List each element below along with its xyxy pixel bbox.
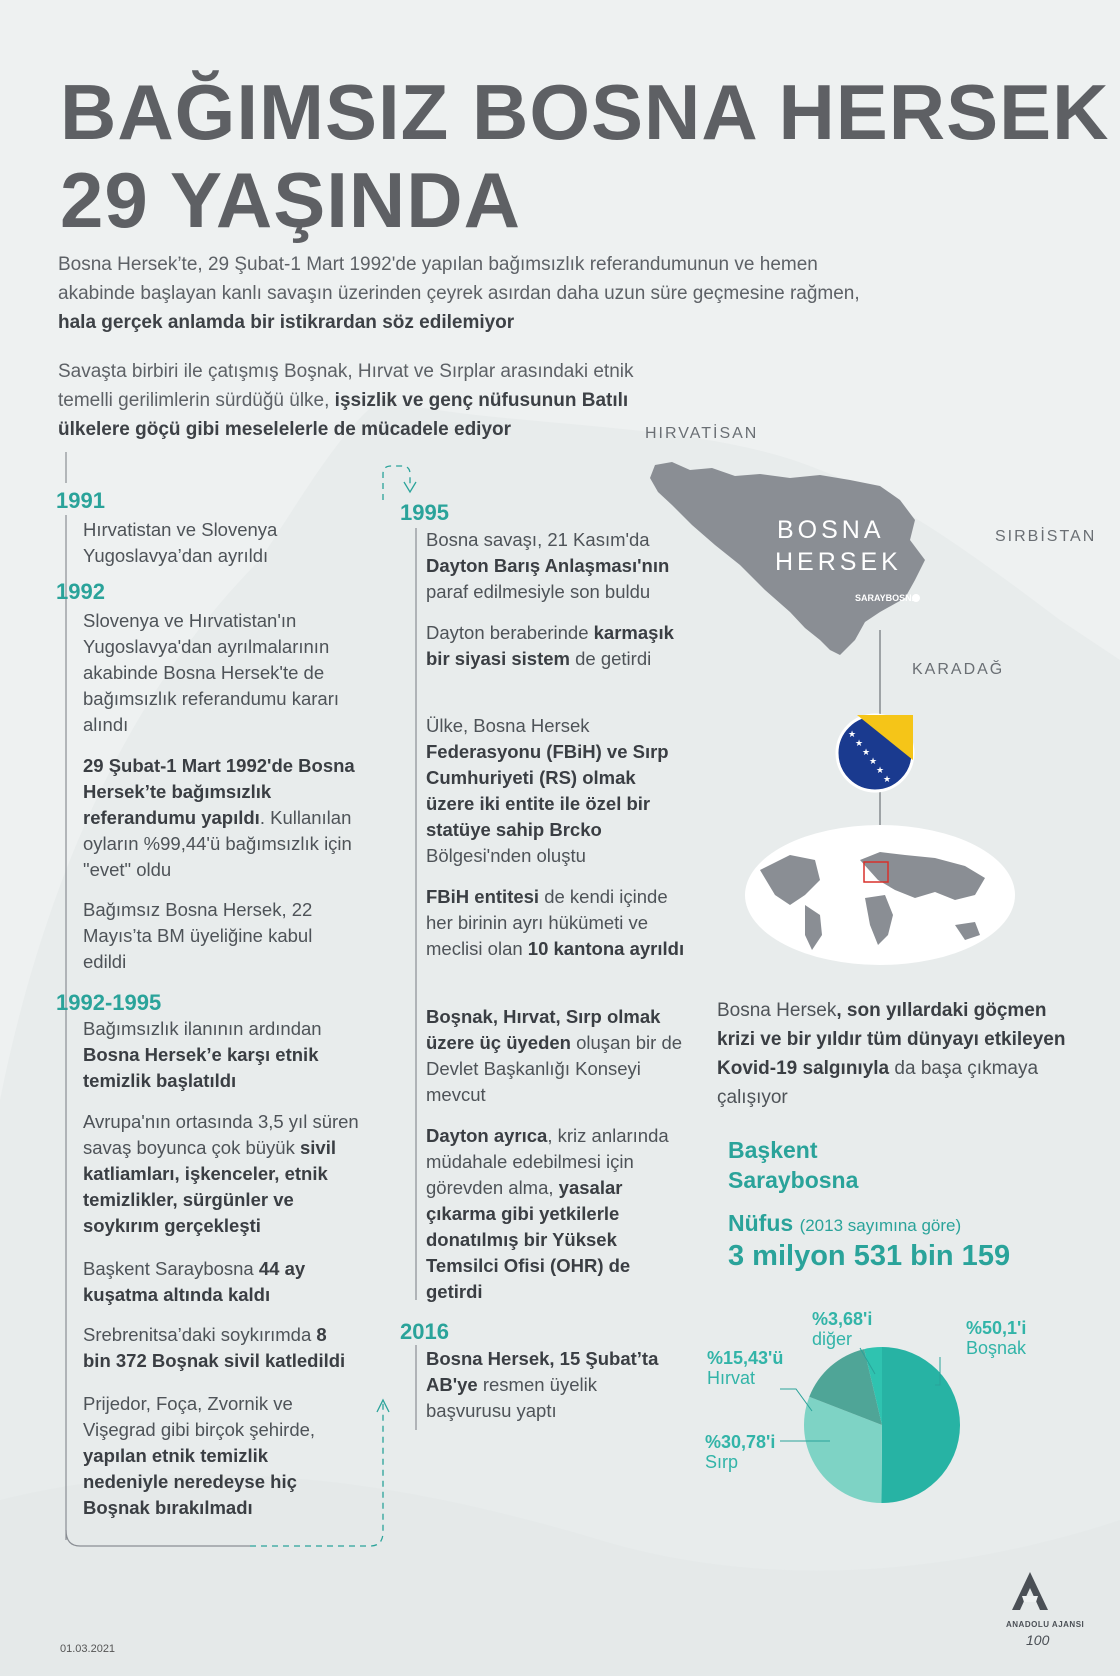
svg-text:★: ★: [862, 747, 871, 757]
title-line-2: 29 YAŞINDA: [60, 156, 521, 244]
title-line-1: BAĞIMSIZ BOSNA HERSEK: [60, 68, 1110, 156]
pie-label-bosnak: [966, 1318, 1026, 1358]
pie-label-sirp-name: Sırp: [705, 1452, 739, 1472]
entry-1992-95-e-normal: Prijedor, Foça, Zvornik ve Vişegrad gibi birçok şehirde,: [83, 1393, 316, 1440]
pie-label-diger-pct: %3,68'i: [812, 1309, 873, 1329]
entry-1992-95-d-normal: Srebrenitsa’daki soykırımda: [83, 1324, 317, 1345]
entry-1991: Hırvatistan ve Slovenya Yugoslavya’dan ayrıldı: [83, 519, 278, 566]
entry-1992-a: Slovenya ve Hırvatistan'ın Yugoslavya'dan ayrılmalarının akabinde Bosna Hersek'te de bağımsızlık referandumu kararı alındı: [83, 610, 340, 735]
capital-label: Başkent: [728, 1137, 818, 1163]
pie-label-diger: [812, 1309, 872, 1349]
entry-1995-d-bold1: FBiH entitesi: [426, 886, 540, 907]
pie-label-sirp-pct: %30,78'i: [705, 1432, 776, 1452]
population-label: Nüfus: [728, 1210, 794, 1236]
intro2-bold: işsizlik ve genç nüfusunun Batılı ülkelere göçü gibi meselelerle de mücadele ediyor: [58, 390, 629, 440]
entry-1992-95-b-normal: Avrupa'nın ortasında 3,5 yıl süren savaş boyunca çok büyük: [83, 1111, 359, 1158]
population-value: 3 milyon 531 bin 159: [728, 1240, 1011, 1272]
entry-1992-c: Bağımsız Bosna Hersek, 22 Mayıs’ta BM üyeliğine kabul edildi: [83, 899, 313, 972]
pie-label-bosnak-name: Boşnak: [966, 1338, 1027, 1358]
entry-1995-c-normal2: Bölgesi'nden oluştu: [426, 845, 586, 866]
pie-slice-boşnak: [881, 1347, 960, 1503]
pie-slices: [804, 1347, 960, 1503]
entry-1992-95-d-bold: 8 bin 372 Boşnak sivil katledildi: [83, 1324, 346, 1371]
svg-text:★: ★: [876, 765, 885, 775]
pie-label-hirvat-pct: %15,43'ü: [707, 1348, 784, 1368]
year-2016: 2016: [400, 1319, 449, 1344]
entry-1995-a-normal1: Bosna savaşı, 21 Kasım'da: [426, 529, 650, 550]
entry-1992-95-e-bold: yapılan etnik temizlik nedeniyle neredeyse hiç Boşnak bırakılmadı: [83, 1445, 297, 1518]
entry-1995-d-normal: de kendi içinde her birinin ayrı hükümeti ve meclisi olan: [426, 886, 668, 959]
year-1995: 1995: [400, 500, 449, 525]
label-bosna: BOSNA: [777, 516, 885, 544]
entry-1992-95-c-normal: Başkent Saraybosna: [83, 1258, 259, 1279]
entry-1992-b-bold: 29 Şubat-1 Mart 1992'de Bosna Hersek’te bağımsızlık referandumu yapıldı: [83, 755, 355, 828]
svg-text:★: ★: [883, 774, 892, 784]
entry-1995-f-bold2: yasalar çıkarma gibi yetkilerle donatılmış bir Yüksek Temsilci Ofisi (OHR) de getirdi: [426, 1177, 631, 1302]
entry-1995-d-bold2: 10 kantona ayrıldı: [527, 938, 685, 959]
intro1-text: Bosna Hersek’te, 29 Şubat-1 Mart 1992'de yapılan bağımsızlık referandumunun ve hemen akabinde başlayan kanlı savaşın üzerinden çeyrek asırdan daha uzun süre geçmesine rağmen,: [58, 254, 860, 304]
right-text-bold: , son yıllardaki göçmen krizi ve bir yıldır tüm dünyayı etkileyen Kovid-19 salgınıyla: [717, 1000, 1066, 1079]
year-1992-1995: 1992-1995: [56, 990, 162, 1015]
entry-1995-e-normal: oluşan bir de Devlet Başkanlığı Konseyi mevcut: [426, 1032, 683, 1105]
pie-label-sirp: [705, 1432, 775, 1472]
label-karadag: KARADAĞ: [912, 661, 1005, 678]
entry-1992-b-normal: . Kullanılan oyların %99,44'ü bağımsızlık için "evet" oldu: [83, 807, 352, 880]
pie-label-diger-name: diğer: [812, 1329, 853, 1349]
entry-1995-a-bold: Dayton Barış Anlaşması'nın: [426, 555, 670, 576]
entry-1995-b-normal2: de getirdi: [569, 648, 652, 669]
entry-1992-95-a-normal: Bağımsızlık ilanının ardından: [83, 1018, 322, 1039]
entry-1995-c-normal1: Ülke, Bosna Hersek: [426, 715, 590, 736]
entry-2016-bold: Bosna Hersek, 15 Şubat’ta AB'ye: [426, 1348, 659, 1395]
label-hersek: HERSEK: [775, 548, 902, 576]
year-1992: 1992: [56, 579, 105, 604]
anadolu-logo-icon: [1010, 1570, 1050, 1618]
entry-1992-95-c-bold: 44 ay kuşatma altında kaldı: [83, 1258, 306, 1305]
intro2-text: Savaşta birbiri ile çatışmış Boşnak, Hırvat ve Sırplar arasındaki etnik temelli gerilimlerin sürdüğü ülke,: [58, 361, 634, 411]
right-text-normal2: da başa çıkmaya çalışıyor: [717, 1058, 1039, 1108]
pie-label-bosnak-pct: %50,1'i: [966, 1318, 1027, 1338]
svg-text:★: ★: [848, 729, 857, 739]
entry-1995-c-bold: Federasyonu (FBiH) ve Sırp Cumhuriyeti (RS) olmak üzere iki entite ile özel bir statüye sahip Brcko: [426, 741, 669, 840]
entry-1995-e-bold: Boşnak, Hırvat, Sırp olmak üzere üç üyeden: [426, 1006, 661, 1053]
label-sirbistan: SIRBİSTAN: [995, 528, 1097, 545]
pie-label-hirvat-name: Hırvat: [707, 1368, 756, 1388]
svg-text:★: ★: [869, 756, 878, 766]
population-note: (2013 sayımına göre): [799, 1216, 962, 1235]
intro1-bold: hala gerçek anlamda bir istikrardan söz edilemiyor: [58, 312, 515, 333]
entry-1995-a-normal2: paraf edilmesiyle son buldu: [426, 581, 651, 602]
label-hirvatistan: HIRVATİSAN: [645, 425, 759, 442]
entry-1995-f-normal: , kriz anlarında müdahale edebilmesi için görevden alma,: [426, 1125, 669, 1198]
entry-1992-95-b-bold: sivil katliamları, işkenceler, etnik temizlikler, sürgünler ve soykırım gerçekleşti: [83, 1137, 336, 1236]
date-stamp: 01.03.2021: [60, 1643, 116, 1655]
pie-label-hirvat: [707, 1348, 783, 1388]
entry-1995-f-bold1: Dayton ayrıca: [426, 1125, 548, 1146]
svg-text:★: ★: [855, 738, 864, 748]
entry-2016-normal: resmen üyelik başvurusu yaptı: [426, 1374, 597, 1421]
agency-name: ANADOLU AJANSI: [1006, 1620, 1085, 1629]
right-text-normal1: Bosna Hersek: [717, 1000, 837, 1021]
label-saraybosna: SARAYBOSNA: [855, 593, 919, 603]
capital-value: Saraybosna: [728, 1167, 859, 1193]
entry-1992-95-a-bold: Bosna Hersek’e karşı etnik temizlik başlatıldı: [83, 1044, 319, 1091]
year-1991: 1991: [56, 488, 105, 513]
entry-1995-b-normal1: Dayton beraberinde: [426, 622, 594, 643]
anniversary-mark: 100: [1026, 1632, 1050, 1648]
entry-1995-b-bold: karmaşık bir siyasi sistem: [426, 622, 674, 669]
